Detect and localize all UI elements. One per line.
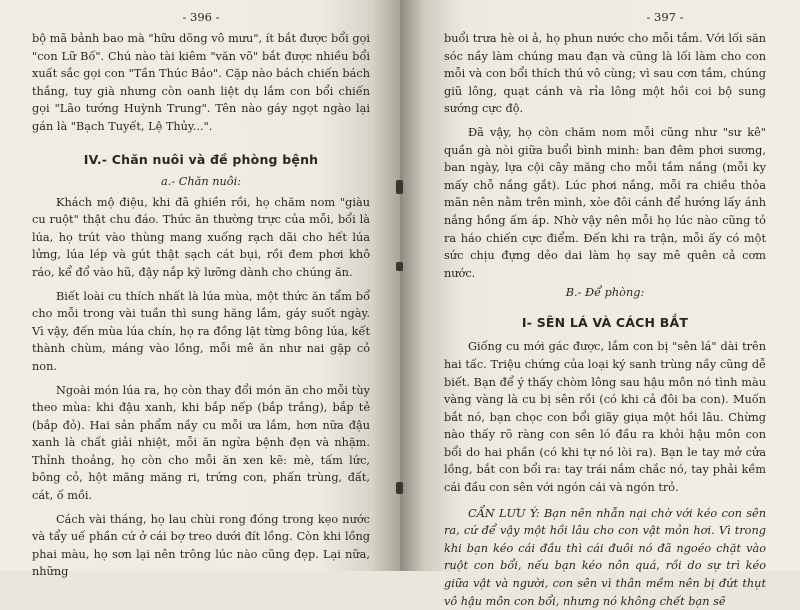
left-page: [0, 0, 400, 579]
paragraph: Ngoài món lúa ra, họ còn thay đổi món ăn cho mỗi tùy theo mùa: khi đậu xanh, khi bắp nếp (bắp trắng), bắp tẻ (bắp đỏ). Hai sản phẩm nầy cu mỗi ưa lắm, hơn nữa đậu xanh là chất giải nhiệt, mỗi ăn ngừa bệnh đẹn và nhặm. Thỉnh thoảng, họ còn cho mỗi ăn xen kẽ: mè, tấm lức, bông cỏ, hột măng măng ri, trứng con, phấn trùng, đất, cát, ố mồi.: [32, 383, 370, 503]
paragraph: buổi trưa hè oi ả, họ phun nước cho mỗi tắm. Với lối săn sóc nầy làm chúng mau đạn và cũng là lối làm cho con mỗi và con bổi thích thú vô cùng; vì sau cơn tắm, chúng giũ lông, quạt cánh và rỉa lông một hồi coi bộ sung sướng cực độ.: [444, 32, 766, 116]
paragraph: Cách vài tháng, họ lau chùi rong đóng trong kẹo nước và tẩy uế phần cứ ở cái bợ treo dưới đít lồng. Còn khi lồng phai màu, họ sơn lại nên trông lúc nào cũng đẹp. Lại nữa, những: [32, 512, 370, 579]
subsection-heading: [32, 175, 370, 188]
paragraph: bộ mã bảnh bao mà "hữu dõng vô mưu", ít bắt được bổi gọi "con Lữ Bố". Chú nào tài kiêm "văn võ" bắt được nhiều bổi xuất sắc gọi con "Tần Thúc Bảo". Cặp nào bách chiến bách thắng, tuy già nhưng còn oanh liệt dụ lắm con bổi chiến gọi "Lão tướng Huỳnh Trung". Tên nào gáy ngọt ngào lại gán là "Bạch Tuyết, Lệ Thủy...".: [32, 32, 370, 133]
binding-shadow: [396, 180, 403, 194]
note-block: [444, 505, 766, 610]
section-heading: I- SÊN LÁ VÀ CÁCH BẮT: [521, 315, 689, 331]
subsection-title: a.- Chăn nuôi:: [160, 174, 242, 188]
paragraph: Giống cu mới gác được, lắm con bị "sên lá" dài trên hai tấc. Triệu chứng của loại ký sanh trùng nầy cũng dễ biết. Bạn để ý thấy chòm lông sau hậu môn nó tình màu vàng vàng là cu bị sên rồi (có khi cả đôi ba con). Muốn bắt nó, bạn chọc con bổi giãy giụa một hồi lâu. Chừng nào thấy rõ ràng con sên ló đầu ra khỏi hậu môn con bổi do hai phần (có khi tự nó lòi ra). Bạn le tay mở cửa lồng, bắt con bổi ra: tay trái nắm chắc nó, tay phải kềm cái đầu con sên với ngón cái và ngón trỏ.: [444, 340, 766, 495]
paragraph: Khách mộ điệu, khi đã ghiền rồi, họ chăm nom "giàu cu ruột" thật chu đáo. Thức ăn thường trực của mỗi, bổi là lúa, họ trút vào thùng mang xuống rạch dãi cho hết lúa lửng, lúa lép và gút thật sạch cát bụi, rồi đem phơi khô ráo, kể đổ vào hũ, đậy nắp kỹ lưỡng dành cho chúng ăn.: [32, 195, 370, 279]
subsection-title: B.- Để phòng:: [565, 286, 645, 300]
page-number: - 397 -: [646, 10, 684, 24]
paragraph: Biết loài cu thích nhất là lúa mùa, một thức ăn tẩm bổ cho mỗi trong vài tuần thì sung hăng lắm, gáy suốt ngày. Vì vậy, đến mùa lúa chín, họ ra đồng lặt từng bông lúa, kết thành chùm, máng vào lồng, mỗi mê ăn như nai gặp cỏ non.: [32, 289, 370, 373]
page-number: - 396 -: [182, 10, 220, 24]
paragraph: Đã vậy, họ còn chăm nom mỗi cũng như "sư kê" quần gà nòi giữa buổi bình minh: ban đêm phơi sương, ban ngày, lựa cội cây măng cho mỗi tắm nắng (mỗi ky mấy chỗ nắng gắt). Lúc phơi nắng, mỗi ra chiều thỏa mãn nên nằm trên mình, xòe đôi cánh để hướng lấy ánh nắng hồng ấm áp. Nhờ vậy nên mỗi họ lúc nào cũng tỏ ra háo chiến cực điểm. Đến khi ra trận, mỗi ấy có một sức chịu đựng dẻo dai làm họ say mê quên cả cơm nước.: [444, 125, 766, 280]
section-heading: IV.- Chăn nuôi và đề phòng bệnh: [83, 151, 319, 167]
right-page: [400, 0, 800, 608]
binding-shadow: [396, 482, 403, 494]
note-paragraph: CẨN LƯU Ý: Bạn nên nhẫn nại chờ với kéo con sên ra, cứ để vậy một hồi lâu cho con vật mỏn hơi. Vì trong khi bạn kéo cái đầu thì cái đuôi nó đã ngoéo chặt vào ruột con bổi, nếu bạn kéo nôn quá, rồi do sự trì kéo giữa vật và người, con sên vì thân mềm nên bị đứt thụt vô hậu môn con bổi, nhưng nó không chết bạn sẽ: [444, 506, 766, 608]
binding-shadow: [396, 262, 403, 271]
